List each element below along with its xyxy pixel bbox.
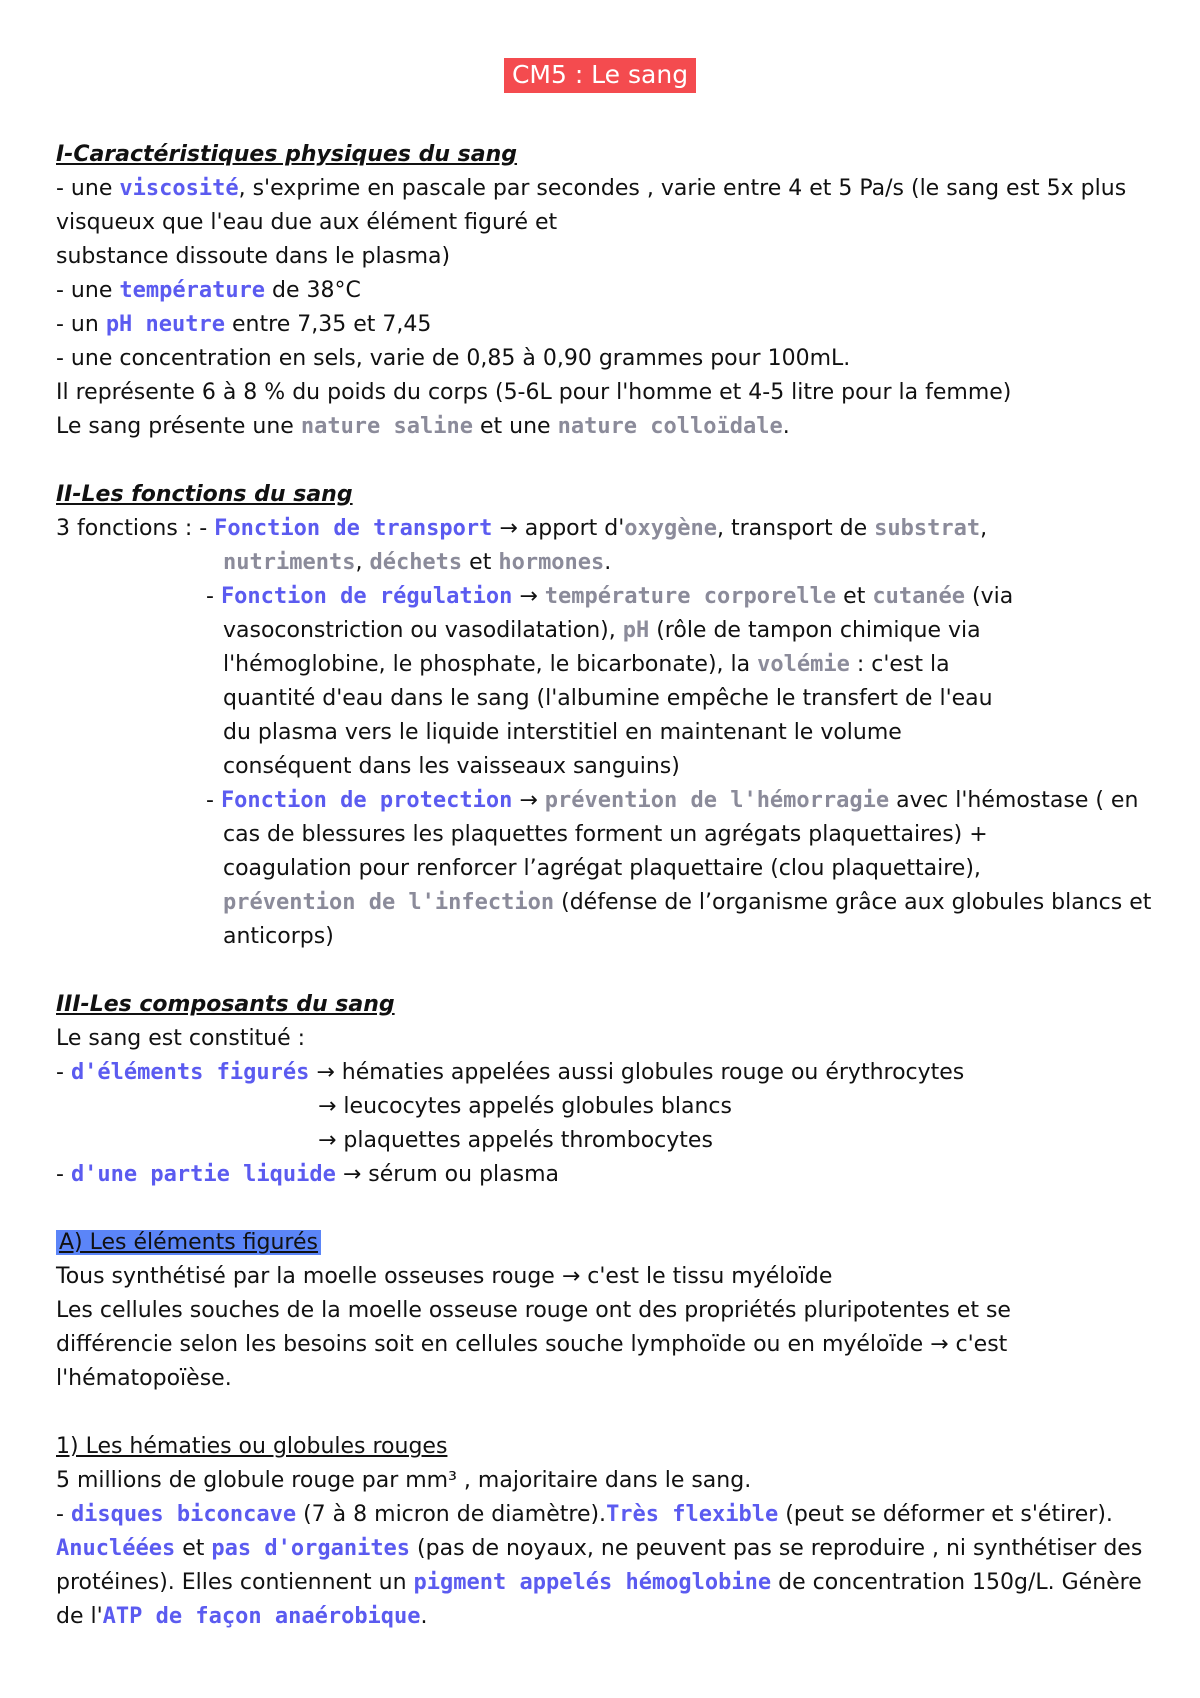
text-segment: avec l'hémostase ( en: [889, 788, 1139, 813]
text-segment: , s'exprime en pascale par secondes , varie entre 4 et 5 Pa/s (le sang est 5x plus: [238, 176, 1127, 201]
subsection-heading-text: 1) Les hématies ou globules rouges: [56, 1434, 448, 1459]
text-segment: → plaquettes appelés thrombocytes: [318, 1128, 713, 1153]
text-line: [56, 376, 1166, 410]
text-segment: : c'est la: [849, 652, 950, 677]
text-line: [56, 1056, 1166, 1090]
text-line: [56, 818, 1166, 852]
key-term: ATP de façon anaérobique: [102, 1604, 421, 1629]
text-segment: et: [462, 550, 499, 575]
secondary-term: hormones: [498, 550, 605, 575]
text-segment: l'hémoglobine, le phosphate, le bicarbonate), la: [223, 652, 758, 677]
text-line: [56, 716, 1166, 750]
text-segment: Le sang présente une: [56, 414, 301, 439]
secondary-term: oxygène: [624, 516, 718, 541]
text-segment: (pas de noyaux, ne peuvent pas se reproduire , ni synthétiser des: [410, 1536, 1143, 1561]
text-line: [56, 546, 1166, 580]
secondary-term: prévention de l'hémorragie: [544, 788, 890, 813]
text-line: [56, 580, 1166, 614]
text-segment: .: [420, 1604, 428, 1629]
text-segment: 3 fonctions : -: [56, 516, 215, 541]
text-segment: du plasma vers le liquide interstitiel en maintenant le volume: [223, 720, 902, 745]
text-segment: ,: [980, 516, 988, 541]
text-segment: Les cellules souches de la moelle osseuse rouge ont des propriétés pluripotentes et se: [56, 1298, 1011, 1323]
text-segment: et: [175, 1536, 212, 1561]
text-segment: - une: [56, 278, 120, 303]
text-line: [56, 1158, 1166, 1192]
subsection-heading: [56, 1226, 1166, 1260]
text-segment: différencie selon les besoins soit en cellules souche lymphoïde ou en myéloïde → c'est: [56, 1332, 1008, 1357]
key-term: viscosité: [119, 176, 239, 201]
text-line: [56, 1362, 1166, 1396]
key-term: température: [119, 278, 266, 303]
secondary-term: cutanée: [872, 584, 966, 609]
text-line: [56, 920, 1166, 954]
text-segment: - un: [56, 312, 106, 337]
text-segment: → apport d': [492, 516, 625, 541]
section-heading-text: II-Les fonctions du sang: [56, 482, 353, 507]
text-segment: → leucocytes appelés globules blancs: [318, 1094, 732, 1119]
text-line: [56, 1532, 1166, 1566]
document-title: CM5 : Le sang: [504, 58, 696, 93]
text-segment: substance dissoute dans le plasma): [56, 244, 451, 269]
section-heading: [56, 988, 1166, 1022]
section-heading: [56, 478, 1166, 512]
document-body: [56, 138, 1166, 1634]
text-segment: -: [56, 1060, 71, 1085]
text-segment: visqueux que l'eau due aux élément figuré et: [56, 210, 558, 235]
secondary-term: pH: [622, 618, 650, 643]
section-heading-text: III-Les composants du sang: [56, 992, 395, 1017]
text-segment: → sérum ou plasma: [335, 1162, 560, 1187]
key-term: Fonction de transport: [214, 516, 493, 541]
key-term: Fonction de protection: [220, 788, 513, 813]
text-segment: -: [206, 584, 221, 609]
text-segment: →: [512, 584, 545, 609]
text-segment: conséquent dans les vaisseaux sanguins): [223, 754, 680, 779]
text-line: [56, 1464, 1166, 1498]
document-title-wrap: [0, 58, 1200, 93]
text-line: [56, 410, 1166, 444]
text-line: [56, 1022, 1166, 1056]
text-line: [56, 1294, 1166, 1328]
text-line: [56, 784, 1166, 818]
text-segment: l'hématopoïèse.: [56, 1366, 232, 1391]
text-line: [56, 1124, 1166, 1158]
text-segment: (rôle de tampon chimique via: [649, 618, 981, 643]
key-term: disques biconcave: [70, 1502, 297, 1527]
text-segment: de 38°C: [265, 278, 361, 303]
text-segment: .: [604, 550, 612, 575]
text-segment: et une: [473, 414, 558, 439]
text-line: [56, 172, 1166, 206]
secondary-term: température corporelle: [544, 584, 837, 609]
text-segment: -: [206, 788, 221, 813]
text-segment: (via: [965, 584, 1014, 609]
text-segment: (7 à 8 micron de diamètre).: [296, 1502, 607, 1527]
text-segment: (peut se déformer et s'étirer).: [778, 1502, 1113, 1527]
secondary-term: prévention de l'infection: [223, 890, 555, 915]
text-line: [56, 886, 1166, 920]
text-segment: vasoconstriction ou vasodilatation),: [223, 618, 623, 643]
subsection-heading-text: A) Les éléments figurés: [56, 1230, 321, 1255]
text-line: [56, 512, 1166, 546]
text-line: [56, 648, 1166, 682]
secondary-term: déchets: [369, 550, 463, 575]
key-term: d'une partie liquide: [70, 1162, 336, 1187]
text-segment: →: [512, 788, 545, 813]
text-segment: de concentration 150g/L. Génère: [771, 1570, 1142, 1595]
text-segment: Il représente 6 à 8 % du poids du corps (5-6L pour l'homme et 4-5 litre pour la femme): [56, 380, 1012, 405]
key-term: pigment appelés hémoglobine: [413, 1570, 772, 1595]
text-segment: et: [836, 584, 873, 609]
key-term: Anucléées: [56, 1536, 176, 1561]
text-segment: → hématies appelées aussi globules rouge ou érythrocytes: [309, 1060, 965, 1085]
text-line: [56, 852, 1166, 886]
section-heading-text: I-Caractéristiques physiques du sang: [56, 142, 518, 167]
text-segment: protéines). Elles contiennent un: [56, 1570, 414, 1595]
key-term: pas d'organites: [211, 1536, 411, 1561]
text-line: [56, 206, 1166, 240]
secondary-term: nutriments: [223, 550, 356, 575]
text-segment: Tous synthétisé par la moelle osseuses rouge → c'est le tissu myéloïde: [56, 1264, 833, 1289]
text-segment: entre 7,35 et 7,45: [225, 312, 432, 337]
text-line: [56, 308, 1166, 342]
secondary-term: substrat: [874, 516, 981, 541]
text-segment: -: [56, 1502, 71, 1527]
subsection-heading: [56, 1430, 1166, 1464]
text-line: [56, 682, 1166, 716]
secondary-term: nature colloïdale: [557, 414, 783, 439]
section-heading: [56, 138, 1166, 172]
text-line: [56, 1600, 1166, 1634]
text-segment: Le sang est constitué :: [56, 1026, 306, 1051]
text-line: [56, 1566, 1166, 1600]
text-line: [56, 1260, 1166, 1294]
text-line: [56, 614, 1166, 648]
key-term: pH neutre: [105, 312, 226, 337]
text-segment: anticorps): [223, 924, 334, 949]
text-line: [56, 240, 1166, 274]
key-term: Fonction de régulation: [220, 584, 513, 609]
secondary-term: nature saline: [300, 414, 474, 439]
text-segment: coagulation pour renforcer l’agrégat plaquettaire (clou plaquettaire),: [223, 856, 981, 881]
text-segment: ,: [355, 550, 370, 575]
text-segment: (défense de l’organisme grâce aux globules blancs et: [554, 890, 1152, 915]
text-segment: de l': [56, 1604, 103, 1629]
text-segment: - une concentration en sels, varie de 0,85 à 0,90 grammes pour 100mL.: [56, 346, 851, 371]
text-segment: .: [782, 414, 790, 439]
text-segment: , transport de: [717, 516, 875, 541]
text-line: [56, 1498, 1166, 1532]
text-line: [56, 342, 1166, 376]
text-line: [56, 274, 1166, 308]
text-line: [56, 750, 1166, 784]
secondary-term: volémie: [757, 652, 850, 677]
text-segment: cas de blessures les plaquettes forment un agrégats plaquettaires) +: [223, 822, 988, 847]
text-line: [56, 1328, 1166, 1362]
key-term: Très flexible: [606, 1502, 779, 1527]
text-segment: quantité d'eau dans le sang (l'albumine empêche le transfert de l'eau: [223, 686, 993, 711]
text-segment: - une: [56, 176, 120, 201]
text-segment: 5 millions de globule rouge par mm³ , majoritaire dans le sang.: [56, 1468, 752, 1493]
text-line: [56, 1090, 1166, 1124]
text-segment: -: [56, 1162, 71, 1187]
key-term: d'éléments figurés: [70, 1060, 310, 1085]
